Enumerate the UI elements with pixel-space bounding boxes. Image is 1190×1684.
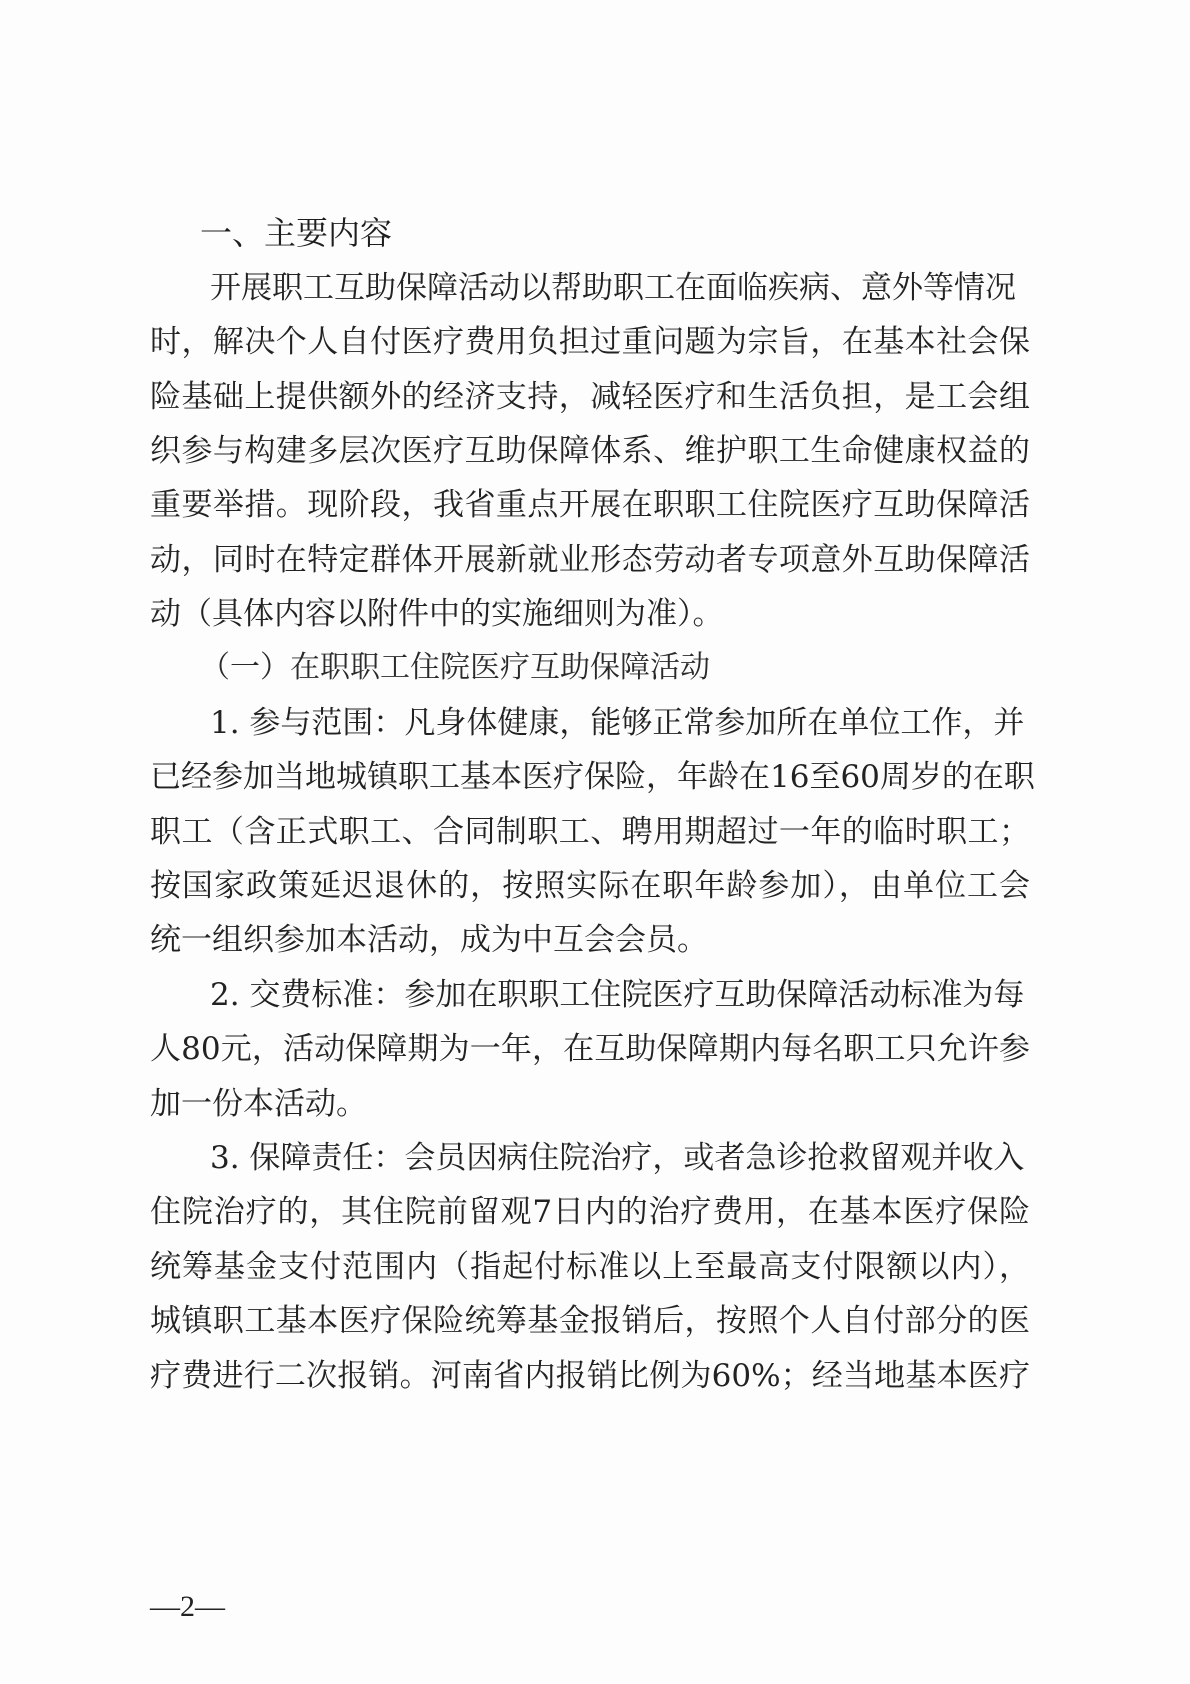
item2-line: 2. 交费标准：参加在职职工住院医疗互助保障活动标准为每: [210, 977, 1025, 1013]
item2-line: 加一份本活动。: [150, 1086, 367, 1122]
item3-line: 城镇职工基本医疗保险统筹基金报销后，按照个人自付部分的医: [150, 1303, 1030, 1339]
item3-line: 统筹基金支付范围内（指起付标准以上至最高支付限额以内），: [150, 1249, 1030, 1285]
intro-line: 开展职工互助保障活动以帮助职工在面临疾病、意外等情况: [210, 270, 1016, 306]
intro-line: 动，同时在特定群体开展新就业形态劳动者专项意外互助保障活: [150, 542, 1030, 578]
item3-line: 疗费进行二次报销。河南省内报销比例为60%；经当地基本医疗: [150, 1358, 1030, 1394]
intro-line: 重要举措。现阶段，我省重点开展在职职工住院医疗互助保障活: [150, 487, 1030, 523]
item2-line: 人80元，活动保障期为一年，在互助保障期内每名职工只允许参: [150, 1031, 1030, 1067]
subsection-heading: （一）在职职工住院医疗互助保障活动: [200, 650, 710, 685]
item3-line: 3. 保障责任：会员因病住院治疗，或者急诊抢救留观并收入: [210, 1140, 1025, 1176]
item1-line: 按国家政策延迟退休的，按照实际在职年龄参加），由单位工会: [150, 868, 1030, 904]
page-number: —2—: [150, 1590, 225, 1623]
intro-line: 动（具体内容以附件中的实施细则为准）。: [150, 596, 724, 632]
item1-line: 职工（含正式职工、合同制职工、聘用期超过一年的临时职工；: [150, 814, 1030, 850]
intro-line: 时，解决个人自付医疗费用负担过重问题为宗旨，在基本社会保: [150, 324, 1030, 360]
intro-line: 织参与构建多层次医疗互助保障体系、维护职工生命健康权益的: [150, 433, 1030, 469]
item1-line: 统一组织参加本活动，成为中互会会员。: [150, 922, 708, 958]
section-heading: 一、主要内容: [200, 214, 393, 252]
item1-line: 已经参加当地城镇职工基本医疗保险，年龄在16至60周岁的在职: [150, 759, 1035, 795]
item1-line: 1. 参与范围：凡身体健康，能够正常参加所在单位工作，并: [210, 705, 1025, 741]
intro-line: 险基础上提供额外的经济支持，减轻医疗和生活负担，是工会组: [150, 379, 1030, 415]
item3-line: 住院治疗的，其住院前留观7日内的治疗费用，在基本医疗保险: [150, 1194, 1030, 1230]
